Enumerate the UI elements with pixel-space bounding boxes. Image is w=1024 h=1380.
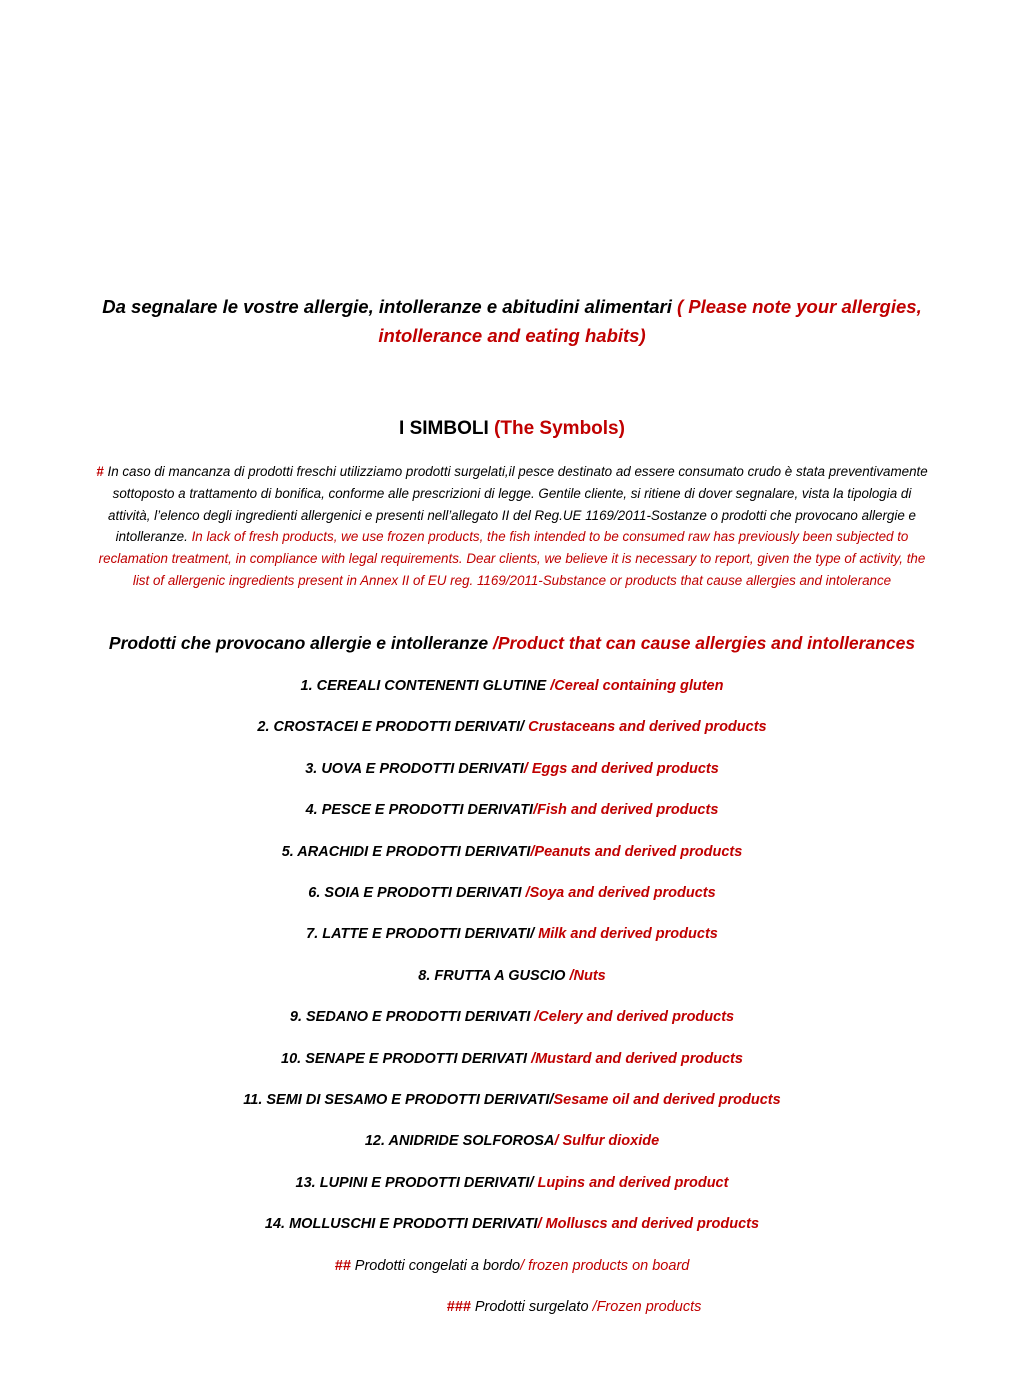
allergy-notice-english: ( Please note your allergies, intollerance and eating habits) <box>378 296 922 346</box>
allergen-item <box>80 1049 944 1090</box>
allergen-english: Milk and derived products <box>534 926 718 943</box>
allergen-item <box>80 717 944 758</box>
allergen-english: /Soya and derived products <box>525 884 716 901</box>
allergens-heading-english: /Product that can cause allergies and intollerances <box>493 633 916 653</box>
symbols-paragraph-italian: In caso di mancanza di prodotti freschi utilizziamo prodotti surgelati,il pesce destinato ad essere consumato crudo è stata preventivamente sottoposto a trattamento di bonifica, conforme alle prescrizioni di legge. Gentile cliente, si ritiene di dover segnalare, vista la tipologia di attività, l’elenco degli ingredienti allergenici e presenti nell’allegato II del Reg.UE 1169/2011-Sostanze o prodotti che provocano allergie e intolleranze. <box>107 464 928 545</box>
allergen-italian: 12. ANIDRIDE SOLFOROSA <box>364 1133 555 1150</box>
allergen-english: /Fish and derived products <box>533 802 719 819</box>
allergen-italian: 6. SOIA E PRODOTTI DERIVATI <box>308 884 526 901</box>
legend-english: /Frozen products <box>592 1299 702 1315</box>
allergen-item <box>80 1173 944 1214</box>
allergen-item <box>80 759 944 800</box>
allergen-italian: 9. SEDANO E PRODOTTI DERIVATI <box>289 1009 535 1026</box>
allergen-italian: 4. PESCE E PRODOTTI DERIVATI <box>305 802 534 819</box>
allergen-item <box>80 1131 944 1172</box>
allergen-english: / Eggs and derived products <box>523 760 719 777</box>
symbols-paragraph <box>92 461 932 592</box>
legend-italian: Prodotti congelati a bordo <box>350 1258 521 1274</box>
allergen-italian: 10. SENAPE E PRODOTTI DERIVATI <box>281 1050 532 1067</box>
allergen-italian: 3. UOVA E PRODOTTI DERIVATI <box>305 760 524 777</box>
allergen-item <box>80 800 944 841</box>
allergen-italian: 8. FRUTTA A GUSCIO <box>418 967 570 984</box>
legend-marks: ### <box>446 1299 471 1315</box>
allergen-item <box>80 676 944 717</box>
allergen-english: Sesame oil and derived products <box>553 1091 781 1108</box>
allergen-item <box>80 1007 944 1048</box>
symbols-title-italian: I SIMBOLI <box>399 418 489 439</box>
allergy-notice <box>80 292 944 350</box>
allergen-english: /Nuts <box>569 967 606 984</box>
legend-frozen-products <box>142 1297 1006 1317</box>
legend-marks: ## <box>334 1258 351 1274</box>
allergen-english: / Sulfur dioxide <box>554 1133 660 1150</box>
allergen-english: /Celery and derived products <box>534 1009 735 1026</box>
legend-frozen-on-board <box>80 1256 944 1276</box>
allergens-heading <box>80 630 944 656</box>
legend-italian: Prodotti surgelato <box>470 1299 593 1315</box>
symbols-paragraph-english: In lack of fresh products, we use frozen products, the fish intended to be consumed raw has previously been subjected to reclamation treatment, in compliance with legal requirements. Dear clients, we believe it is necessary to report, given the type of activity, the list of allergenic ingredients present in Annex II of EU reg. 1169/2011-Substance or products that cause allergies and intolerance <box>98 529 926 588</box>
allergen-italian: 7. LATTE E PRODOTTI DERIVATI/ <box>306 926 535 943</box>
allergen-italian: 2. CROSTACEI E PRODOTTI DERIVATI/ <box>257 719 525 736</box>
allergen-italian: 13. LUPINI E PRODOTTI DERIVATI/ <box>295 1174 534 1191</box>
allergen-item <box>80 1090 944 1131</box>
allergy-notice-italian: Da segnalare le vostre allergie, intolleranze e abitudini alimentari <box>102 296 672 317</box>
allergen-italian: 11. SEMI DI SESAMO E PRODOTTI DERIVATI/ <box>243 1091 554 1108</box>
allergen-item <box>80 1214 944 1255</box>
allergen-italian: 5. ARACHIDI E PRODOTTI DERIVATI <box>281 843 531 860</box>
allergen-item <box>80 966 944 1007</box>
allergen-item <box>80 883 944 924</box>
hash-marker: # <box>96 464 104 479</box>
allergen-english: /Cereal containing gluten <box>550 678 724 694</box>
allergens-heading-italian: Prodotti che provocano allergie e intolleranze <box>108 633 489 653</box>
allergen-english: /Peanuts and derived products <box>530 843 743 860</box>
allergen-list <box>80 676 944 1255</box>
symbols-title <box>112 416 912 442</box>
allergen-item <box>80 924 944 965</box>
symbols-title-english: (The Symbols) <box>494 418 625 439</box>
allergen-english: Crustaceans and derived products <box>524 719 767 736</box>
allergen-italian: 1. CEREALI CONTENENTI GLUTINE <box>300 678 551 694</box>
legend-english: / frozen products on board <box>520 1258 690 1274</box>
allergen-english: Lupins and derived product <box>533 1174 729 1191</box>
allergen-english: /Mustard and derived products <box>531 1050 743 1067</box>
allergen-item <box>80 842 944 883</box>
allergen-italian: 14. MOLLUSCHI E PRODOTTI DERIVATI <box>264 1216 538 1233</box>
allergen-english: / Molluscs and derived products <box>537 1216 760 1233</box>
